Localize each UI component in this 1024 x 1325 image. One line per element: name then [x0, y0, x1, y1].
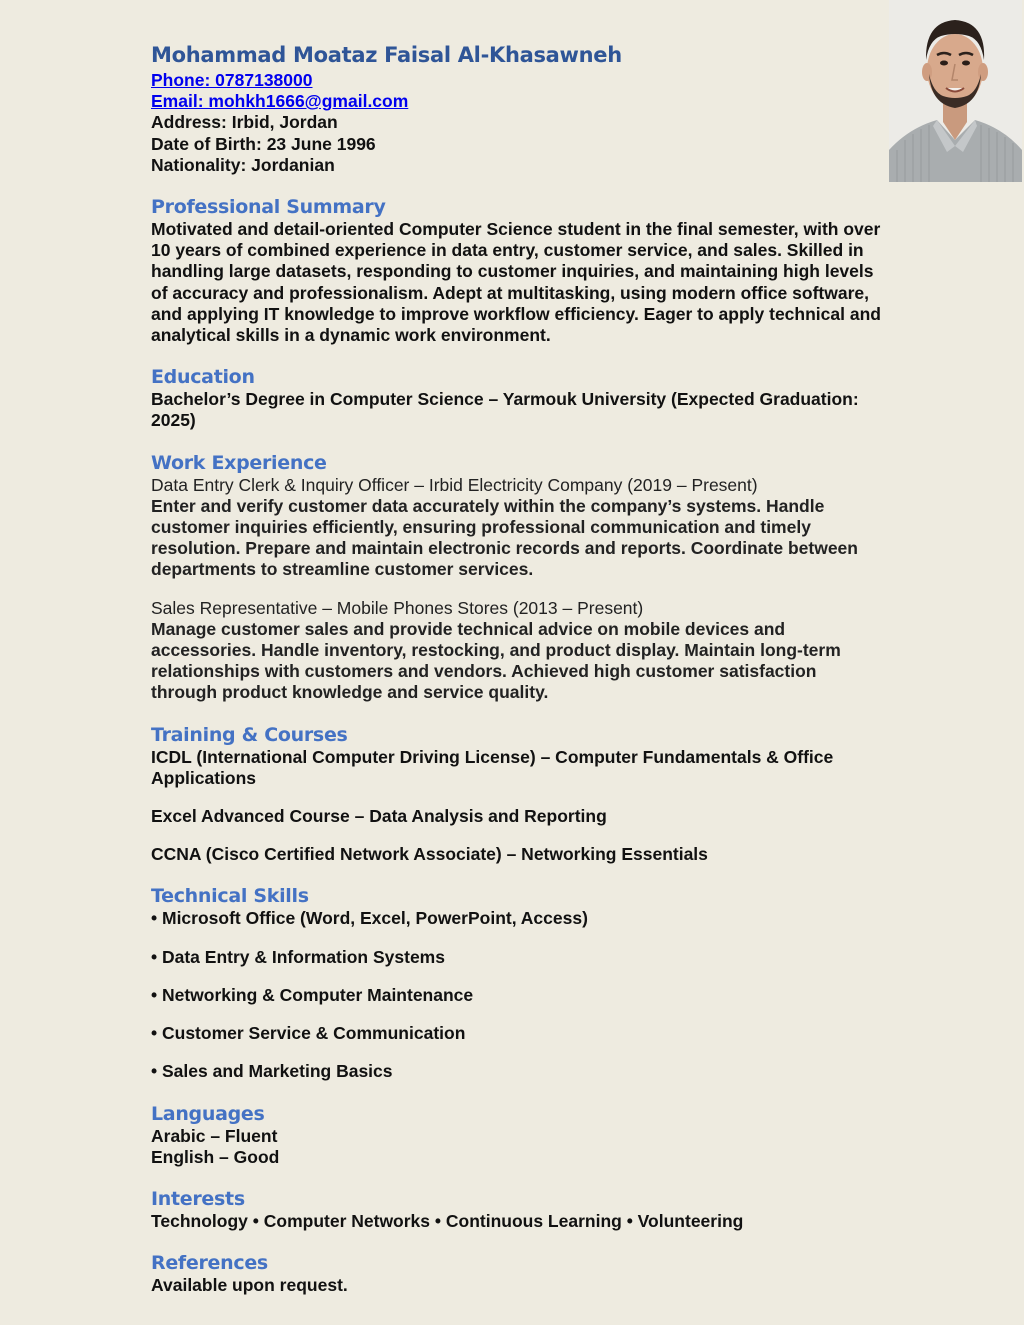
work-heading: Work Experience [151, 451, 327, 474]
profile-photo-image [889, 0, 1022, 182]
email-link[interactable]: Email: mohkh1666@gmail.com [151, 91, 409, 112]
interests-heading: Interests [151, 1187, 245, 1210]
job-entry [151, 475, 881, 581]
references-heading: References [151, 1252, 268, 1275]
language-item: Arabic – Fluent [151, 1125, 278, 1146]
skill-item: • Customer Service & Communication [151, 1023, 466, 1044]
phone-link[interactable]: Phone: 0787138000 [151, 70, 313, 90]
profile-photo [889, 0, 1022, 182]
summary-text: Motivated and detail-oriented Computer Science student in the final semester, with over 10 years of combined experience in data entry, customer service, and sales. Skilled in handling large datasets, responding to customer inquiries, and maintaining high levels of accuracy and professionalism. Adept at multitasking, using modern office software, and applying IT knowledge to improve workflow efficiency. Eager to apply technical and analytical skills in a dynamic work environment. [151, 219, 881, 346]
training-item: ICDL (International Computer Driving License) – Computer Fundamentals & Office Applications [151, 746, 834, 788]
education-heading: Education [151, 366, 255, 389]
languages-heading: Languages [151, 1102, 265, 1125]
skill-item: • Microsoft Office (Word, Excel, PowerPoint, Access) [151, 908, 588, 929]
skill-item: • Sales and Marketing Basics [151, 1061, 393, 1082]
skill-item: • Networking & Computer Maintenance [151, 984, 474, 1005]
job-description: Manage customer sales and provide technical advice on mobile devices and accessories. Handle inventory, restocking, and product display. Maintain long-term relationships with customers and vendors. Achieved high customer satisfaction through product knowledge and service quality. [151, 618, 841, 703]
candidate-name: Mohammad Moataz Faisal Al-Khasawneh [151, 43, 622, 67]
interests-text: Technology • Computer Networks • Continuous Learning • Volunteering [151, 1210, 744, 1231]
training-heading: Training & Courses [151, 723, 348, 746]
address: Address: Irbid, Jordan [151, 112, 338, 133]
resume-content [151, 40, 881, 1296]
training-item: CCNA (Cisco Certified Network Associate) – Networking Essentials [151, 844, 708, 865]
language-item: English – Good [151, 1146, 280, 1167]
job-title: Data Entry Clerk & Inquiry Officer – Irbid Electricity Company (2019 – Present) [151, 474, 758, 495]
job-description: Enter and verify customer data accurately within the company’s systems. Handle customer inquiries efficiently, ensuring professional communication and timely resolution. Prepare and maintain electronic records and reports. Coordinate between departments to streamline customer services. [151, 495, 858, 580]
education-text: Bachelor’s Degree in Computer Science – Yarmouk University (Expected Graduation: 2025) [151, 389, 859, 431]
references-text: Available upon request. [151, 1275, 348, 1296]
nationality: Nationality: Jordanian [151, 154, 335, 175]
summary-heading: Professional Summary [151, 196, 386, 219]
skills-heading: Technical Skills [151, 885, 309, 908]
training-item: Excel Advanced Course – Data Analysis and Reporting [151, 806, 607, 827]
date-of-birth: Date of Birth: 23 June 1996 [151, 133, 376, 154]
job-title: Sales Representative – Mobile Phones Stores (2013 – Present) [151, 597, 644, 618]
skill-item: • Data Entry & Information Systems [151, 946, 445, 967]
job-entry [151, 598, 881, 704]
